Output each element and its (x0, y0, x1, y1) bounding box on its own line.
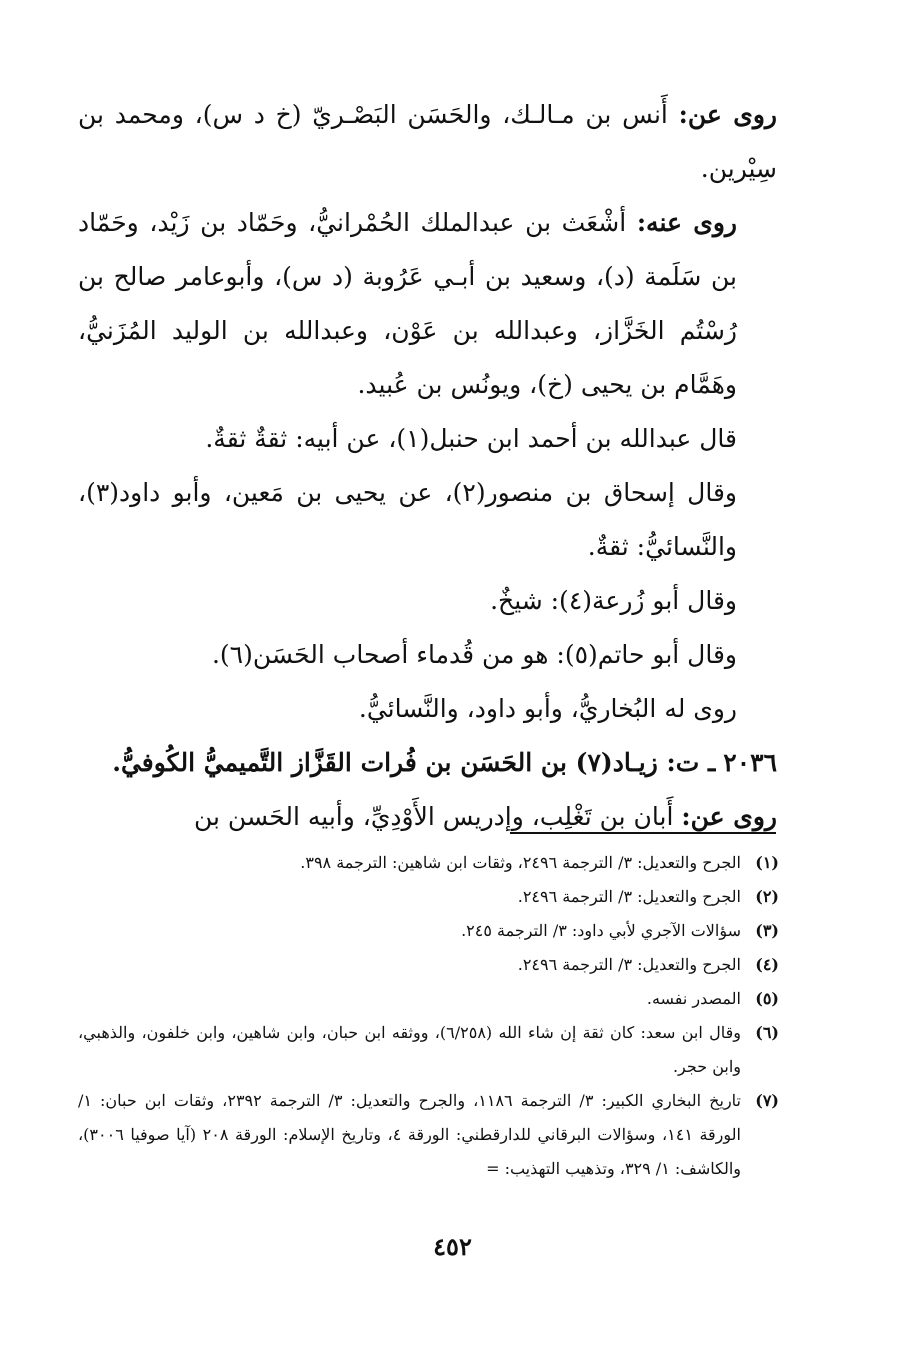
paragraph-narrated-by (78, 196, 777, 412)
footnote-number: (٥) (755, 989, 779, 1008)
paragraph-narrated-from (78, 88, 777, 196)
footnote-text: الجرح والتعديل: ٣/ الترجمة ٢٤٩٦، وثقات ابن شاهين: الترجمة ٣٩٨. (300, 853, 741, 872)
footnote (78, 846, 779, 880)
footnote-text: وقال ابن سعد: كان ثقة إن شاء الله (٦/٢٥٨)، ووثقه ابن حبان، وابن شاهين، وابن خلفون، والذهبي، وابن حجر. (78, 1023, 741, 1076)
narrated-from-label-2: روى عن: (681, 802, 777, 831)
footnote (78, 914, 779, 948)
paragraph-narrated-for: روى له البُخاريُّ، وأبو داود، والنَّسائيُّ. (358, 694, 737, 723)
footnote (78, 1084, 779, 1186)
main-text (78, 88, 777, 844)
paragraph-ishaq: وقال إسحاق بن منصور(٢)، عن يحيى بن مَعين، وأبو داود(٣)، والنَّسائيُّ: ثقةٌ. (78, 478, 737, 561)
narrated-from-text: أَنس بن مـالـك، والحَسَن البَصْـريّ (خ د س)، ومحمد بن سِيْرين. (78, 100, 777, 183)
entry-number: ٢٠٣٦ (723, 748, 777, 777)
footnote-text: تاريخ البخاري الكبير: ٣/ الترجمة ١١٨٦، والجرح والتعديل: ٣/ الترجمة ٢٣٩٢، وثقات ابن حبان: ١/الورقة ١٤١، وسؤالات البرقاني للدارقطني: الورقة ٤، وتاريخ الإسلام: الورقة ٢٠٨ (آيا صوفيا ٣٠٠٦)، والكاشف: ١/ ٣٢٩، وتذهيب التهذيب: = (78, 1091, 741, 1178)
paragraph-narrated-from-2 (78, 790, 777, 844)
footnote-text: المصدر نفسه. (646, 989, 741, 1008)
narrated-from-label: روى عن: (678, 100, 778, 129)
footnote-number: (٣) (755, 921, 779, 940)
page-number: ٤٥٢ (433, 1232, 472, 1261)
footnote-text: الجرح والتعديل: ٣/ الترجمة ٢٤٩٦. (517, 955, 741, 974)
paragraph-abu-hatim: وقال أبو حاتم(٥): هو من قُدماء أصحاب الحَسَن(٦). (211, 640, 737, 669)
footnote-divider (510, 832, 776, 834)
footnote (78, 948, 779, 982)
footnote-number: (٤) (755, 955, 779, 974)
footnote-number: (٢) (755, 887, 779, 906)
footnote-text: الجرح والتعديل: ٣/ الترجمة ٢٤٩٦. (517, 887, 741, 906)
footnote (78, 982, 779, 1016)
narrated-by-label: روى عنه: (636, 208, 737, 237)
footnote-text: سؤالات الآجري لأبي داود: ٣/ الترجمة ٢٤٥. (461, 921, 741, 940)
footnote (78, 880, 779, 914)
paragraph-ibn-hanbal: قال عبدالله بن أحمد ابن حنبل(١)، عن أبيه: ثقةٌ ثقةٌ. (205, 424, 737, 453)
paragraph-abu-zura: وقال أبو زُرعة(٤): شيخٌ. (490, 586, 737, 615)
entry-title: ـ ت: زيـاد(٧) بن الحَسَن بن فُرات القَزَّاز التَّميميُّ الكُوفيُّ. (112, 748, 716, 777)
footnotes (78, 846, 779, 1186)
footnote-number: (٧) (755, 1091, 779, 1110)
footnote-number: (١) (755, 853, 779, 872)
narrated-by-text: أشْعَث بن عبدالملك الحُمْرانيُّ، وحَمّاد بن زَيْد، وحَمّاد بن سَلَمة (د)، وسعيد بن أبـي عَرُوبة (د س)، وأبوعامر صالح بن رُسْتُم الخَزَّاز، وعبدالله بن عَوْن، وعبدالله بن الوليد المُزَنيُّ، وهَمَّام بن يحيى (خ)، ويونُس بن عُبيد. (78, 208, 737, 399)
footnote (78, 1016, 779, 1084)
footnote-number: (٦) (755, 1023, 779, 1042)
narrated-from-text-2: أَبان بن تَغْلِب، وإدريس الأَوْدِيِّ، وأبيه الحَسن بن (193, 802, 674, 831)
entry-heading (78, 736, 777, 790)
